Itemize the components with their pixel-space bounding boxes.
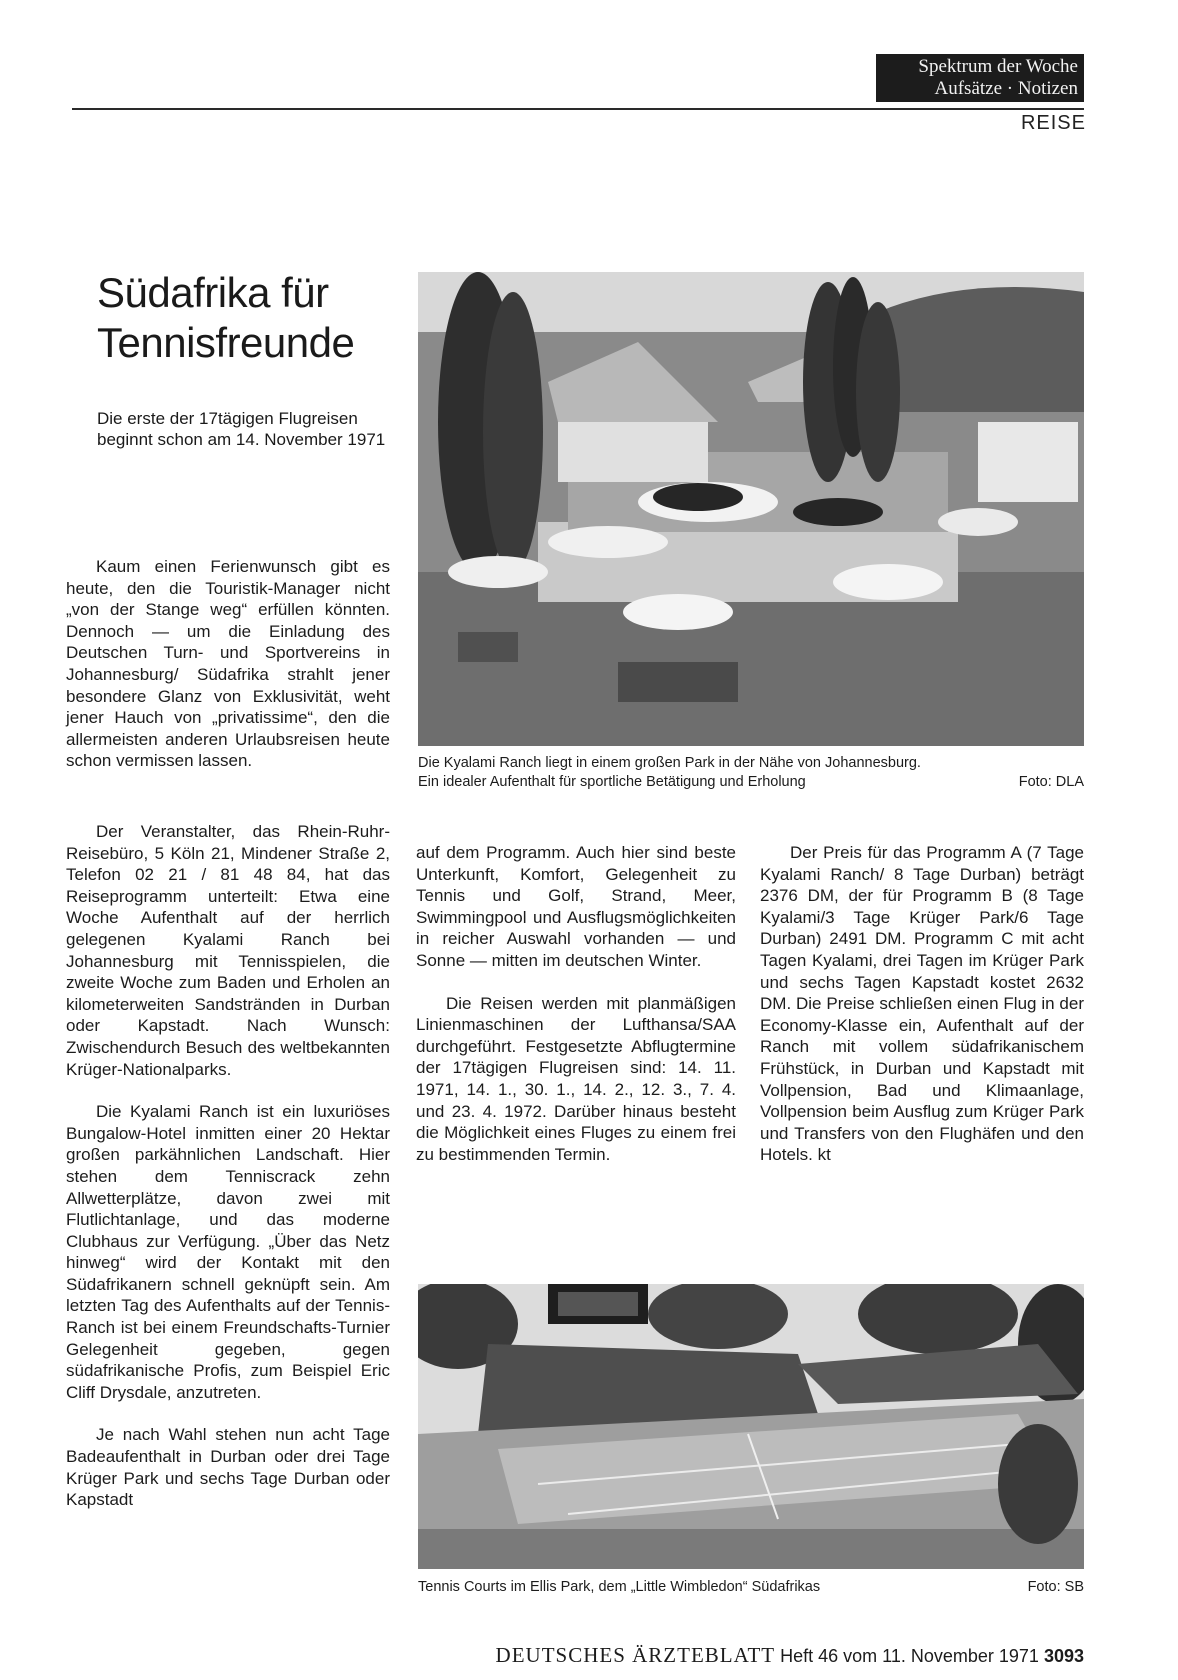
paragraph: auf dem Programm. Auch hier sind beste Unterkunft, Komfort, Gelegenheit zu Tennis und Golf, Strand, Meer, Swimmingpool und Ausflugsmöglichkeiten in reicher Auswahl vorhanden — und Sonne — mitten im deutschen Winter.	[416, 843, 736, 970]
section-name: REISE	[1020, 112, 1086, 134]
paragraph: Kaum einen Ferienwunsch gibt es heute, den die Touristik-Manager nicht „von der Stange weg“ erfüllen könnten. Dennoch — um die Einladung des Deutschen Turn- und Sportvereins in Johannesburg/ Südafrika strahlt jener besondere Glanz von Exklusivität, weht jener Hauch von „privatissime“, den die allermeisten anderen Urlaubsreisen heute schon vermissen lassen.	[66, 557, 390, 771]
paragraph: Der Preis für das Programm A (7 Tage Kyalami Ranch/ 8 Tage Durban) beträgt 2376 DM, der für Programm B (8 Tage Kyalami/3 Tage Krüger Park/6 Tage Durban) 2491 DM. Programm C mit acht Tagen Kyalami, drei Tagen im Krüger Park und sechs Tagen Kapstadt kostet 2632 DM. Die Preise schließen einen Flug in der Economy-Klasse ein, Aufenthalt auf der Ranch mit vollem südafrikanischem Frühstück, in Durban und Kapstadt mit Vollpension, Bad und Klimaanlage, Vollpension beim Ausflug zum Krüger Park und Transfers von den Flughäfen und den Hotels. kt	[760, 843, 1084, 1165]
photo-credit: Foto: SB	[1027, 1579, 1084, 1595]
article-title-line1: Südafrika für	[97, 269, 329, 316]
section-label-line1: Spektrum der Woche	[918, 56, 1078, 77]
paragraph: Die Reisen werden mit planmäßigen Linienmaschinen der Lufthansa/SAA durchgeführt. Festgesetzte Abflugtermine der 17tägigen Flugreisen sind: 14. 11. 1971, 14. 1., 30. 1., 14. 2., 12. 3., 7. 4. und 23. 4. 1972. Darüber hinaus besteht die Möglichkeit eines Fluges zu einem frei zu bestimmenden Termin.	[416, 993, 736, 1164]
caption-line2: Ein idealer Aufenthalt für sportliche Betätigung und Erholung	[418, 774, 806, 790]
article-title	[97, 268, 397, 368]
section-label-box	[876, 54, 1084, 102]
caption: Tennis Courts im Ellis Park, dem „Little Wimbledon“ Südafrikas	[418, 1579, 821, 1595]
page-footer	[496, 1643, 1084, 1668]
column-2	[416, 842, 736, 1186]
column-1-top	[66, 556, 390, 793]
magazine-name: DEUTSCHES ÄRZTEBLATT	[495, 1643, 776, 1667]
photo-kyalami-caption	[418, 754, 1084, 792]
photo-kyalami-ranch	[418, 272, 1084, 746]
paragraph: Die Kyalami Ranch ist ein luxuriöses Bungalow-Hotel inmitten einer 20 Hektar großen parkähnlichen Landschaft. Hier stehen dem Tenniscrack zehn Allwetterplätze, davon zwei mit Flutlichtanlage, und das moderne Clubhaus zur Verfügung. „Über das Netz hinweg“ wird der Kontakt mit den Südafrikanern schnell geknüpft sein. Am letzten Tag des Aufenthalts auf der Tennis-Ranch ist bei einem Freundschafts-Turnier Gelegenheit gegeben, gegen südafrikanische Profis, zum Beispiel Eric Cliff Drysdale, anzutreten.	[66, 1102, 390, 1402]
paragraph: Der Veranstalter, das Rhein-Ruhr-Reisebüro, 5 Köln 21, Mindener Straße 2, Telefon 02 21 / 81 48 84, hat das Reiseprogramm unterteilt: Etwa eine Woche Aufenthalt auf der herrlich gelegenen Kyalami Ranch bei Johannesburg mit Tennisspielen, die zweite Woche zum Baden und Erholen an kilometerweiten Sandstränden in Durban oder Kapstadt. Nach Wunsch: Zwischendurch Besuch des weltbekannten Krüger-Nationalparks.	[66, 822, 390, 1079]
page-number: 3093	[1043, 1646, 1084, 1666]
paragraph: Je nach Wahl stehen nun acht Tage Badeaufenthalt in Durban oder drei Tage Krüger Park und sechs Tage Durban oder Kapstadt	[66, 1425, 390, 1510]
caption-line2-row	[418, 773, 1084, 792]
photo-credit: Foto: DLA	[1018, 774, 1084, 790]
article-subtitle: Die erste der 17tägigen Flugreisen beginnt schon am 14. November 1971	[97, 409, 386, 449]
header-rule	[72, 108, 1084, 110]
column-3	[760, 842, 1084, 1187]
caption-line1: Die Kyalami Ranch liegt in einem großen Park in der Nähe von Johannesburg.	[418, 755, 921, 771]
section-label-line2: Aufsätze · Notizen	[934, 78, 1078, 99]
column-1-bottom	[66, 821, 390, 1532]
issue-info: Heft 46 vom 11. November 1971	[780, 1646, 1039, 1666]
article-title-line2: Tennisfreunde	[97, 319, 355, 366]
photo-ellis-park-caption-row	[418, 1578, 1084, 1597]
photo-ellis-park	[418, 1284, 1084, 1569]
